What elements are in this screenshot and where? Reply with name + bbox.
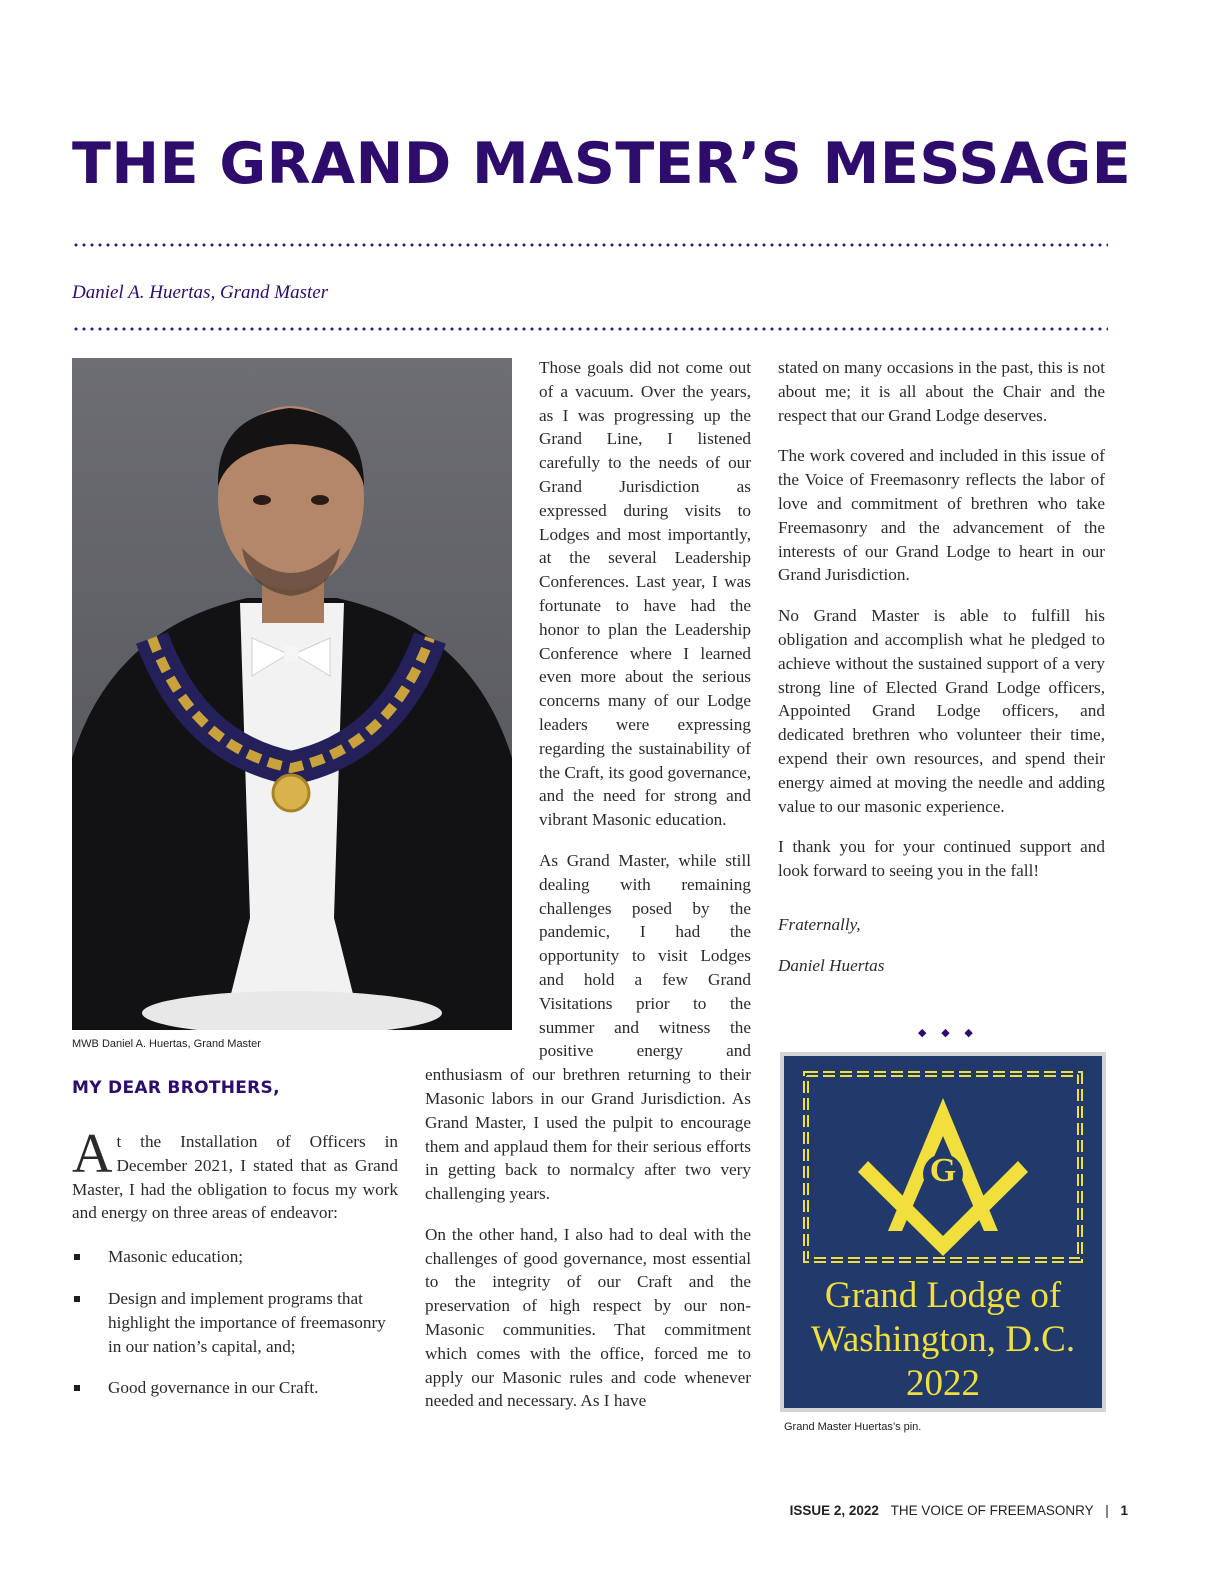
signature: Daniel Huertas: [778, 955, 885, 975]
ornament-divider: ◆ ◆ ◆: [918, 1027, 979, 1039]
intro-paragraph: At the Installation of Officers in December 2021, I stated that as Grand Master, I had the obligation to focus my work and energy on three areas of endeavor:: [72, 1123, 398, 1223]
list-item: Masonic education;: [72, 1245, 398, 1269]
page-footer: [790, 1503, 1128, 1518]
grand-lodge-pin: [780, 1052, 1106, 1412]
paragraph: No Grand Master is able to fulfill his obligation and accomplish what he pledged to achieve without the sustained support of a very strong line of Elected Grand Lodge officers, Appointed Grand Lodge officers, and dedicated brethren who volunteer their time, expend their own resources, and spend their energy aimed at moving the needle and adding value to our masonic experience.: [778, 606, 1105, 816]
greeting-heading: MY DEAR BROTHERS,: [72, 1078, 280, 1098]
column-2: [425, 356, 751, 1430]
dotted-divider-top: [72, 243, 1108, 247]
publication-name: THE VOICE OF FREEMASONRY: [890, 1503, 1094, 1518]
pin-line-3: 2022: [906, 1363, 980, 1404]
paragraph: Those goals did not come out of a vacuum. Over the years, as I was progressing up the Grand Line, I listened carefully to the needs of our Grand Jurisdiction as expressed during visits to Lodges and most importantly, at the several Leadership Conferences. Last year, I was fortunate to have had the honor to plan the Leadership Conference where I learned even more about the serious concerns many of our Lodge leaders were expressing regarding the sustainability of the Craft, its good governance, and the need for strong and vibrant Masonic education.: [539, 358, 751, 830]
pin-line-2: Washington, D.C.: [810, 1319, 1076, 1360]
issue-label: ISSUE 2, 2022: [789, 1503, 879, 1518]
column-3: [778, 356, 1105, 995]
drop-cap: A: [72, 1123, 113, 1185]
dotted-divider-bottom: [72, 327, 1108, 331]
list-item: Design and implement programs that highlight the importance of freemasonry in our nation’s capital, and;: [72, 1287, 398, 1358]
closing: Fraternally,: [778, 914, 861, 934]
column-1: [72, 1123, 398, 1418]
paragraph: As Grand Master, while still dealing with remaining challenges posed by the pandemic, I had the opportunity to visit Lodges and hold a few Grand Visitations prior to the summer and witness the positive energy and enthusiasm of our brethren returning to their Masonic labors in our Grand Jurisdiction. As Grand Master, I used the pulpit to encourage them and applaud them for their serious efforts in getting back to normalcy after two very challenging years.: [425, 850, 751, 1204]
paragraph: The work covered and included in this issue of the Voice of Freemasonry reflects the labor of love and commitment of brethren who take Freemasonry and the advancement of the interests of our Grand Lodge to heart in our Grand Jurisdiction.: [778, 446, 1105, 585]
paragraph: stated on many occasions in the past, this is not about me; it is all about the Chair and the respect that our Grand Lodge deserves.: [778, 358, 1105, 425]
pin-line-1: Grand Lodge of: [824, 1275, 1062, 1316]
paragraph: On the other hand, I also had to deal with the challenges of good governance, most essential to the integrity of our Craft and the preservation of high respect by our non-Masonic communities. That commitment which comes with the office, forced me to apply our Masonic rules and code whenever needed and necessary. As I have: [425, 1224, 751, 1411]
pin-emblem-letter: G: [929, 1152, 957, 1189]
byline: Daniel A. Huertas, Grand Master: [72, 282, 329, 303]
paragraph: I thank you for your continued support and look forward to seeing you in the fall!: [778, 837, 1105, 881]
list-item: Good governance in our Craft.: [72, 1376, 398, 1400]
page-title: THE GRAND MASTER’S MESSAGE: [72, 131, 1132, 197]
footer-separator: |: [1105, 1503, 1109, 1518]
photo-caption: MWB Daniel A. Huertas, Grand Master: [72, 1038, 261, 1050]
pin-caption: Grand Master Huertas’s pin.: [784, 1421, 922, 1433]
page-number: 1: [1120, 1503, 1128, 1518]
goals-list: [72, 1245, 398, 1400]
